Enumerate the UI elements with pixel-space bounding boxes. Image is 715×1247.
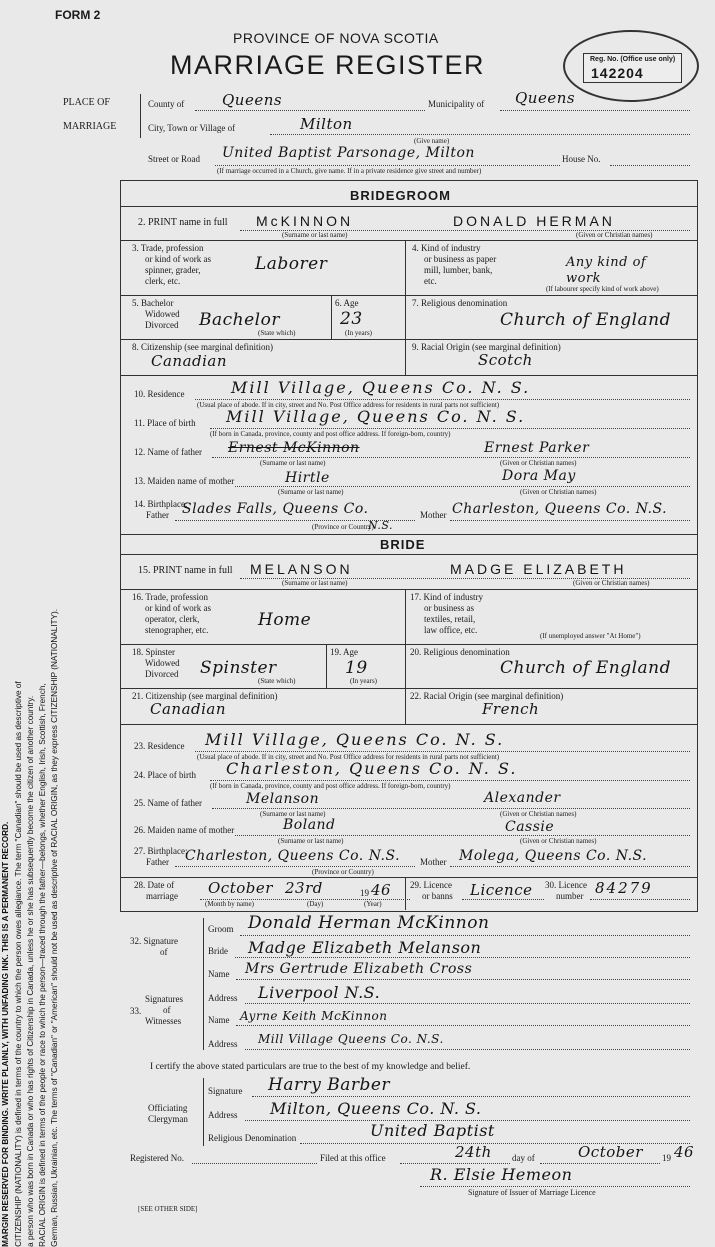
groom-bp-father: Slades Falls, Queens Co.	[182, 502, 369, 516]
groom-industry-label-4: etc.	[424, 277, 437, 286]
filed-month: October	[578, 1145, 643, 1160]
bride-bp-father: Charleston, Queens Co. N.S.	[185, 849, 400, 863]
groom-religion: Church of England	[500, 312, 671, 329]
clergy-religion: United Baptist	[370, 1123, 495, 1139]
day-hint: (Day)	[307, 901, 323, 908]
groom-age-label: 6. Age	[335, 299, 359, 308]
see-other-side: [SEE OTHER SIDE]	[138, 1206, 198, 1213]
month-hint: (Month by name)	[205, 901, 254, 908]
witness2-address: Mill Village Queens Co. N.S.	[258, 1033, 444, 1045]
bride-bp-hint: (Province or Country)	[312, 869, 374, 876]
groom-racial: Scotch	[478, 353, 533, 368]
clergy-signature: Harry Barber	[268, 1077, 390, 1094]
groom-mother-given-hint: (Given or Christian names)	[520, 489, 596, 496]
street-value: United Baptist Parsonage, Milton	[222, 146, 475, 160]
groom-mother-surname: Hirtle	[285, 471, 330, 485]
groom-trade-label-4: clerk, etc.	[145, 277, 180, 286]
bride-trade-label-2: or kind of work as	[145, 604, 211, 613]
filed-day: 24th	[455, 1145, 492, 1160]
bride-mother-given: Cassie	[505, 820, 554, 834]
bride-birth-hint: (If born in Canada, province, county and post office address. If foreign-born, country)	[210, 783, 451, 790]
marriage-year: 46	[371, 883, 391, 898]
bride-mother-surname-hint: (Surname or last name)	[278, 838, 344, 845]
bride-heading: BRIDE	[380, 537, 425, 552]
groom-age: 23	[340, 311, 363, 328]
filed-year: 46	[674, 1145, 694, 1160]
bride-residence-hint: (Usual place of abode. If in city, street and No. Post Office address for residents in rural parts not sufficient)	[197, 754, 499, 761]
groom-status-hint: (State which)	[258, 330, 296, 337]
bride-citizenship-label: 21. Citizenship (see marginal definition)	[132, 692, 278, 701]
groom-status-label-1: 5. Bachelor	[132, 299, 173, 308]
margin-instructions	[0, 187, 62, 1247]
marriage-label: MARRIAGE	[63, 122, 116, 132]
groom-industry: Any kind of work	[566, 255, 666, 287]
province-heading: PROVINCE OF NOVA SCOTIA	[233, 30, 439, 46]
place-of-label: PLACE OF	[63, 98, 110, 108]
groom-surname-hint: (Surname or last name)	[282, 232, 348, 239]
bride-bp-mother-label: Mother	[420, 858, 447, 867]
bride-status: Spinster	[200, 660, 277, 677]
bride-residence-label: 23. Residence	[134, 742, 184, 751]
bride-trade: Home	[258, 612, 311, 629]
reg-no-value: 142204	[591, 65, 644, 81]
licence-no-label-1: 30. Licence	[545, 881, 587, 890]
groom-father-given-hint: (Given or Christian names)	[500, 460, 576, 467]
witness1-name: Mrs Gertrude Elizabeth Cross	[245, 962, 472, 976]
groom-mother-given: Dora May	[502, 469, 576, 483]
bride-status-label-1: 18. Spinster	[132, 648, 175, 657]
clergy-address: Milton, Queens Co. N. S.	[270, 1101, 482, 1117]
county-value: Queens	[222, 93, 282, 108]
groom-residence-label: 10. Residence	[134, 390, 184, 399]
marriage-day: 23rd	[285, 881, 323, 896]
municipality-value: Queens	[515, 91, 575, 106]
clergy-religion-label: Religious Denomination	[208, 1134, 296, 1143]
street-label: Street or Road	[148, 155, 200, 164]
witness-number: 33.	[130, 1007, 141, 1016]
filed-label: Filed at this office	[320, 1154, 386, 1163]
groom-residence: Mill Village, Queens Co. N. S.	[231, 380, 530, 396]
licence-no-label-2: number	[556, 892, 584, 901]
witness-label-2: of	[163, 1006, 171, 1015]
bride-industry-label-3: textiles, retail,	[424, 615, 475, 624]
groom-religion-label: 7. Religious denomination	[412, 299, 507, 308]
give-name-hint: (Give name)	[414, 138, 449, 145]
day-of-label: day of	[512, 1154, 535, 1163]
groom-signature: Donald Herman McKinnon	[248, 915, 489, 932]
certify-statement: I certify the above stated particulars are true to the best of my knowledge and belief.	[150, 1063, 470, 1073]
form-number: FORM 2	[55, 8, 100, 22]
groom-mother-label: 13. Maiden name of mother	[134, 477, 234, 486]
groom-given-hint: (Given or Christian names)	[576, 232, 652, 239]
bridegroom-heading: BRIDEGROOM	[350, 188, 451, 203]
bride-age: 19	[345, 660, 368, 677]
w1-name-label: Name	[208, 970, 230, 979]
licence-label-1: 29. Licence	[410, 881, 452, 890]
bride-industry-hint: (If unemployed answer "At Home")	[540, 633, 641, 640]
bride-racial: French	[482, 702, 539, 717]
groom-sig-label: Groom	[208, 925, 234, 934]
groom-bp-father-label: Father	[146, 511, 169, 520]
bride-father-surname-hint: (Surname or last name)	[260, 811, 326, 818]
bride-given-hint: (Given or Christian names)	[573, 580, 649, 587]
groom-industry-label-2: or business as paper	[424, 255, 496, 264]
groom-birth: Mill Village, Queens Co. N. S.	[226, 409, 525, 425]
marriage-month: October	[208, 881, 273, 896]
witness-label-3: Witnesses	[145, 1017, 181, 1026]
groom-mother-surname-hint: (Surname or last name)	[278, 489, 344, 496]
bride-father-given-hint: (Given or Christian names)	[500, 811, 576, 818]
groom-bp-father-2: N.S.	[368, 520, 393, 531]
bride-birth: Charleston, Queens Co. N. S.	[226, 761, 517, 777]
bride-surname: MELANSON	[250, 562, 353, 576]
w2-address-label: Address	[208, 1040, 238, 1049]
bride-mother-given-hint: (Given or Christian names)	[520, 838, 596, 845]
bride-industry-label-2: or business as	[424, 604, 474, 613]
bride-signature: Madge Elizabeth Melanson	[248, 940, 481, 956]
groom-bp-hint: (Province or Country)	[312, 524, 374, 531]
house-label: House No.	[562, 155, 601, 164]
bride-name-label: 15. PRINT name in full	[138, 566, 233, 576]
groom-father-label: 12. Name of father	[134, 448, 202, 457]
licence-number: 84279	[595, 881, 653, 896]
bride-bp-mother: Molega, Queens Co. N.S.	[459, 849, 647, 863]
groom-father-surname-hint: (Surname or last name)	[260, 460, 326, 467]
witness-label-1: Signatures	[145, 995, 183, 1004]
groom-trade: Laborer	[255, 256, 327, 273]
bride-birthplace-label: 27. Birthplace:	[134, 847, 188, 856]
groom-bp-mother-label: Mother	[420, 511, 447, 520]
date-label-2: marriage	[146, 892, 178, 901]
city-value: Milton	[300, 117, 353, 132]
marriage-year-prefix: 19	[360, 889, 369, 898]
bride-father-surname: Melanson	[246, 792, 319, 806]
bride-racial-label: 22. Racial Origin (see marginal definition)	[410, 692, 563, 701]
groom-father-given: Ernest Parker	[484, 441, 589, 455]
bride-status-label-3: Divorced	[145, 670, 179, 679]
licence-value: Licence	[470, 883, 532, 898]
bride-birth-label: 24. Place of birth	[134, 771, 196, 780]
groom-birth-label: 11. Place of birth	[134, 419, 196, 428]
groom-trade-label-3: spinner, grader,	[145, 266, 201, 275]
filed-year-prefix: 19	[662, 1154, 671, 1163]
clergy-label-2: Clergyman	[148, 1115, 188, 1124]
page-title: MARRIAGE REGISTER	[170, 50, 485, 81]
groom-status: Bachelor	[199, 312, 280, 329]
groom-industry-label-1: 4. Kind of industry	[412, 244, 481, 253]
year-hint: (Year)	[364, 901, 382, 908]
street-hint: (If marriage occurred in a Church, give name. If in a private residence give street and number)	[217, 168, 481, 175]
groom-trade-label-2: or kind of work as	[145, 255, 211, 264]
groom-birth-hint: (If born in Canada, province, county and post office address. If foreign-born, country)	[210, 431, 451, 438]
signature-label-1: 32. Signature	[130, 937, 178, 946]
witness1-address: Liverpool N.S.	[258, 985, 380, 1001]
groom-citizenship-label: 8. Citizenship (see marginal definition)	[132, 343, 273, 352]
bride-trade-label-1: 16. Trade, profession	[132, 593, 208, 602]
bride-given: MADGE ELIZABETH	[450, 562, 626, 576]
bride-citizenship: Canadian	[150, 702, 226, 717]
municipality-label: Municipality of	[428, 100, 484, 109]
bride-trade-label-4: stenographer, etc.	[145, 626, 208, 635]
groom-name-label: 2. PRINT name in full	[138, 218, 228, 228]
groom-bp-mother: Charleston, Queens Co. N.S.	[452, 502, 667, 516]
county-label: County of	[148, 100, 184, 109]
margin-line-6: German, Russian, Ukrainian, etc. The terms of "Canadian" or "American" should not be used as descriptive of RACIAL ORIGIN, as they express CITIZENSHIP (NATIONALITY).	[50, 187, 62, 1247]
date-label-1: 28. Date of	[134, 881, 174, 890]
margin-line-4: a person who was born in Canada or who has rights of Citizenship in Canada, unless he or she has subsequently become the citizen of another country.	[25, 187, 37, 1247]
w1-address-label: Address	[208, 994, 238, 1003]
groom-racial-label: 9. Racial Origin (see marginal definition)	[412, 343, 561, 352]
licence-label-2: or banns	[422, 892, 453, 901]
groom-status-label-2: Widowed	[145, 310, 180, 319]
city-label: City, Town or Village of	[148, 124, 235, 133]
clergy-signature-label: Signature	[208, 1087, 243, 1096]
clergy-label-1: Officiating	[148, 1104, 187, 1113]
issuer-signature: R. Elsie Hemeon	[430, 1167, 572, 1183]
groom-residence-hint: (Usual place of abode. If in city, street and No. Post Office address for residents in rural parts not sufficient)	[197, 402, 499, 409]
bride-bp-father-label: Father	[146, 858, 169, 867]
groom-age-hint: (In years)	[345, 330, 372, 337]
groom-industry-label-3: mill, lumber, bank,	[424, 266, 492, 275]
bride-status-label-2: Widowed	[145, 659, 180, 668]
bride-trade-label-3: operator, clerk,	[145, 615, 199, 624]
groom-surname: McKINNON	[256, 214, 353, 228]
bride-mother-surname: Boland	[283, 818, 336, 832]
groom-status-label-3: Divorced	[145, 321, 179, 330]
margin-line-3: CITIZENSHIP (NATIONALITY) is defined in terms of the country to which the person owes allegiance. The term "Canadian" should be used as descriptive of	[13, 187, 25, 1247]
bride-residence: Mill Village, Queens Co. N. S.	[205, 732, 504, 748]
bride-status-hint: (State which)	[258, 678, 296, 685]
margin-line-2: MARGIN RESERVED FOR BINDING. WRITE PLAINLY, WITH UNFADING INK. THIS IS A PERMANENT RECORD.	[0, 187, 12, 1247]
bride-surname-hint: (Surname or last name)	[282, 580, 348, 587]
bride-religion: Church of England	[500, 660, 671, 677]
bride-industry-label-4: law office, etc.	[424, 626, 477, 635]
bride-mother-label: 26. Maiden name of mother	[134, 826, 234, 835]
bride-father-given: Alexander	[484, 791, 561, 805]
groom-industry-hint: (If labourer specify kind of work above)	[546, 286, 659, 293]
clergy-address-label: Address	[208, 1111, 238, 1120]
w2-name-label: Name	[208, 1016, 230, 1025]
issuer-label: Signature of Issuer of Marriage Licence	[468, 1189, 596, 1197]
bride-religion-label: 20. Religious denomination	[410, 648, 510, 657]
groom-trade-label-1: 3. Trade, profession	[132, 244, 204, 253]
groom-birthplace-label: 14. Birthplace:	[134, 500, 188, 509]
signature-label-2: of	[160, 948, 168, 957]
groom-given: DONALD HERMAN	[453, 214, 615, 228]
place-bracket	[140, 94, 141, 138]
bride-father-label: 25. Name of father	[134, 799, 202, 808]
witness2-name: Ayrne Keith McKinnon	[240, 1010, 388, 1022]
reg-no-label: Reg. No. (Office use only)	[590, 56, 675, 63]
groom-citizenship: Canadian	[151, 354, 227, 369]
groom-father-surname: Ernest McKinnon	[228, 441, 360, 455]
bride-industry-label-1: 17. Kind of industry	[410, 593, 483, 602]
margin-line-5: RACIAL ORIGIN is defined in terms of the people or race to which the person—traced through the father—belongs, whether English, Irish, Scottish, French,	[37, 187, 49, 1247]
bride-age-hint: (In years)	[350, 678, 377, 685]
bride-age-label: 19. Age	[330, 648, 358, 657]
bride-sig-label: Bride	[208, 947, 228, 956]
registered-no-label: Registered No.	[130, 1154, 184, 1163]
